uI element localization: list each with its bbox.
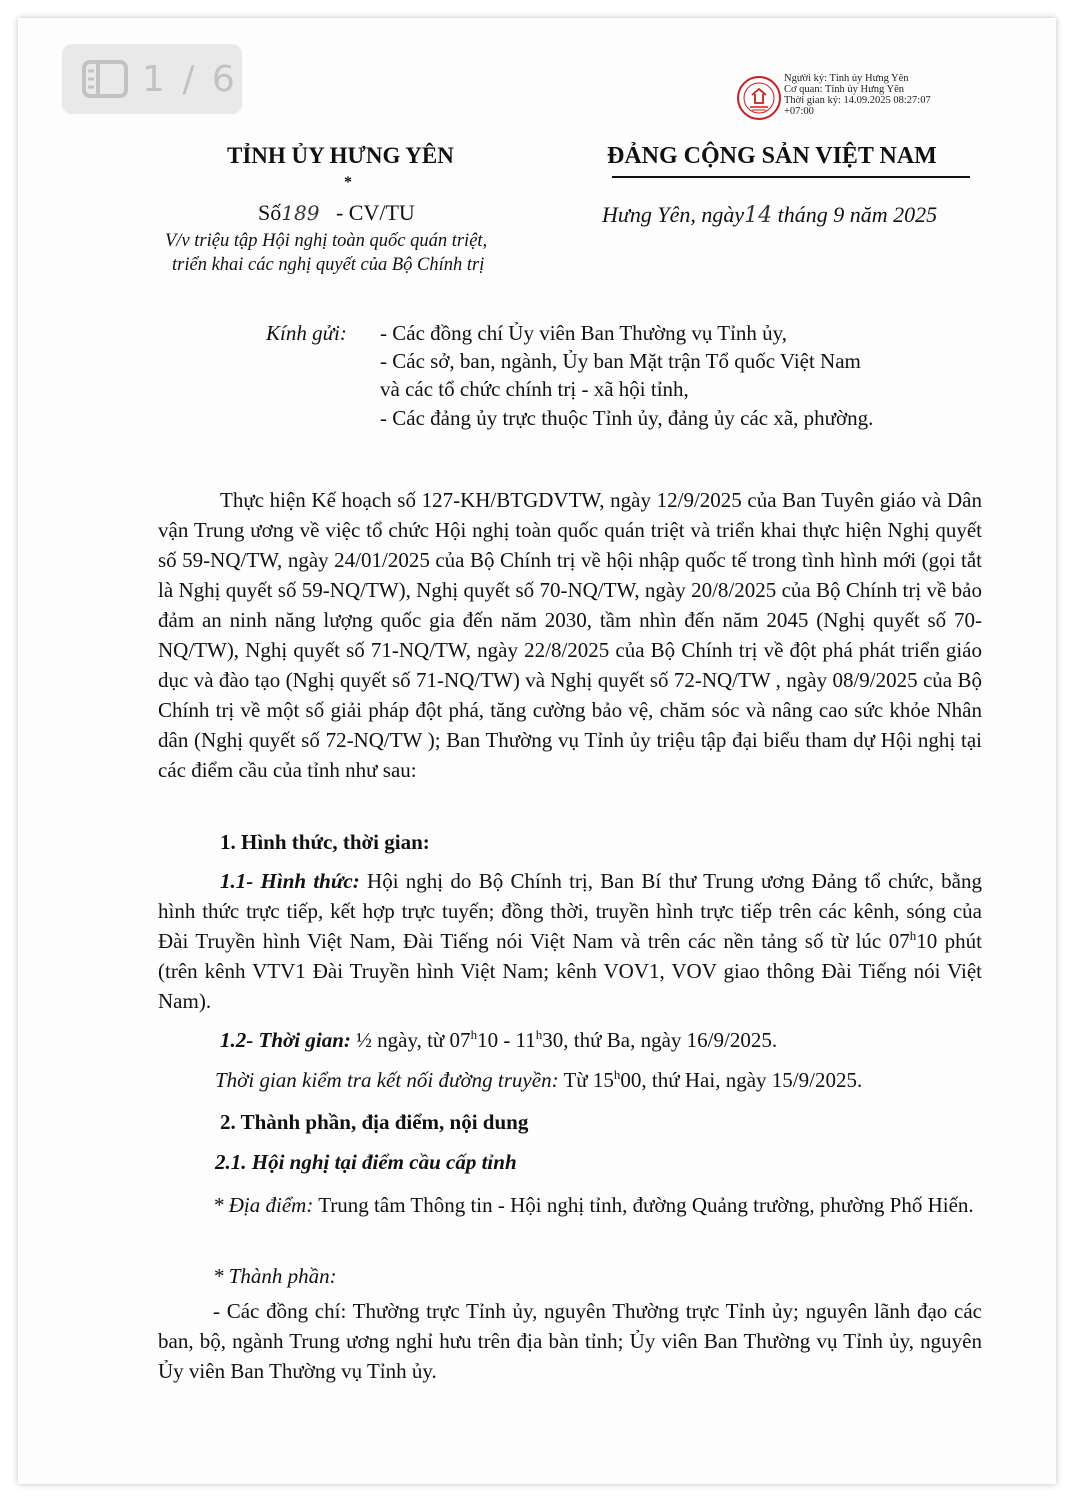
digital-signature — [736, 73, 976, 121]
party-seal-icon — [736, 75, 782, 121]
composition-label: * Thành phần: — [213, 1264, 337, 1288]
agency-line: Cơ quan: Tỉnh ủy Hưng Yên — [784, 84, 905, 95]
issuing-org: TỈNH ỦY HƯNG YÊN — [227, 143, 454, 168]
document-date: Hưng Yên, ngày14 tháng 9 năm 2025 — [602, 202, 938, 228]
section-1-1-paragraph: 1.1- Hình thức: Hội nghị do Bộ Chính trị, Ban Bí thư Trung ương Đảng tổ chức, bằng hình thức trực tiếp, kết hợp trực tuyến; đồng thời, truyền hình trực tiếp trên các kênh, sóng của Đài Truyền hình Việt Nam, Đài Tiếng nói Việt Nam và trên các nền tảng số từ lúc 07$^h$10 phút (trên kênh VTV1 Đài Truyền hình Việt Nam; kênh VOV1, VOV giao thông Đài Tiếng nói Việt Nam). — [158, 869, 983, 1013]
section-2-title: 2. Thành phần, địa điểm, nội dung — [220, 1110, 529, 1134]
subject-line-1: V/v triệu tập Hội nghị toàn quốc quán triệt, — [165, 231, 488, 251]
sign-time-line: Thời gian ký: 14.09.2025 08:27:07 — [784, 95, 931, 106]
handwritten-day: 14 — [744, 203, 773, 228]
page-count: 1 / 6 — [142, 58, 238, 100]
recipient-3: - Các đảng ủy trực thuộc Tỉnh ủy, đảng ủy các xã, phường. — [380, 406, 874, 430]
section-1-2-line: 1.2- Thời gian: ½ ngày, từ 07$^h$10 - 11$^h$30, thứ Ba, ngày 16/9/2025. — [220, 1027, 778, 1052]
section-1-title: 1. Hình thức, thời gian: — [220, 830, 430, 854]
org-star: * — [344, 174, 352, 191]
document-number: Số189 - CV/TU — [258, 200, 415, 225]
section-2-1-title: 2.1. Hội nghị tại điểm cầu cấp tỉnh — [215, 1150, 517, 1174]
page-list-icon[interactable] — [82, 60, 128, 98]
recipient-1: - Các đồng chí Ủy viên Ban Thường vụ Tỉnh ủy, — [380, 321, 788, 345]
party-heading: ĐẢNG CỘNG SẢN VIỆT NAM — [607, 143, 937, 169]
composition-paragraph: - Các đồng chí: Thường trực Tỉnh ủy, nguyên Thường trực Tỉnh ủy; nguyên lãnh đạo các ban, bộ, ngành Trung ương nghỉ hưu trên địa bàn tỉnh; Ủy viên Ban Thường vụ Tỉnh ủy, nguyên Ủy viên Ban Thường vụ Tỉnh ủy. — [158, 1299, 982, 1383]
recipients-label: Kính gửi: — [266, 321, 347, 345]
recipient-2-cont: và các tổ chức chính trị - xã hội tỉnh, — [380, 377, 689, 401]
party-heading-underline — [612, 176, 970, 178]
connection-check-line: Thời gian kiểm tra kết nối đường truyền: Từ 15$^h$00, thứ Hai, ngày 15/9/2025. — [215, 1067, 863, 1092]
location-paragraph: * Địa điểm: Trung tâm Thông tin - Hội nghị tỉnh, đường Quảng trường, phường Phố Hiến. — [213, 1193, 974, 1217]
signer-line: Người ký: Tỉnh ủy Hưng Yên — [784, 73, 909, 84]
subject-line-2: triển khai các nghị quyết của Bộ Chính trị — [172, 255, 485, 275]
sign-tz-line: +07:00 — [784, 106, 814, 117]
intro-paragraph: Thực hiện Kế hoạch số 127-KH/BTGDVTW, ngày 12/9/2025 của Ban Tuyên giáo và Dân vận Trung ương về việc tổ chức Hội nghị toàn quốc quán triệt và triển khai thực hiện Nghị quyết số 59-NQ/TW, ngày 24/01/2025 của Bộ Chính trị về hội nhập quốc tế trong tình hình mới (gọi tắt là Nghị quyết số 59-NQ/TW), Nghị quyết số 70-NQ/TW, ngày 20/8/2025 của Bộ Chính trị về bảo đảm an ninh năng lượng quốc gia đến năm 2030, tầm nhìn đến năm 2045 (Nghị quyết số 70-NQ/TW), Nghị quyết số 71-NQ/TW, ngày 22/8/2025 của Bộ Chính trị về đột phá phát triển giáo dục và đào tạo (Nghị quyết số 71-NQ/TW) và Nghị quyết số 72-NQ/TW , ngày 08/9/2025 của Bộ Chính trị về một số giải pháp đột phá, tăng cường bảo vệ, chăm sóc và nâng cao sức khỏe Nhân dân (Nghị quyết số 72-NQ/TW ); Ban Thường vụ Tỉnh ủy triệu tập đại biểu tham dự Hội nghị tại các điểm cầu của tỉnh như sau: — [158, 488, 982, 782]
handwritten-number: 189 — [281, 201, 320, 225]
page-indicator[interactable] — [62, 44, 242, 114]
recipient-2: - Các sở, ban, ngành, Ủy ban Mặt trận Tổ quốc Việt Nam — [380, 349, 861, 373]
